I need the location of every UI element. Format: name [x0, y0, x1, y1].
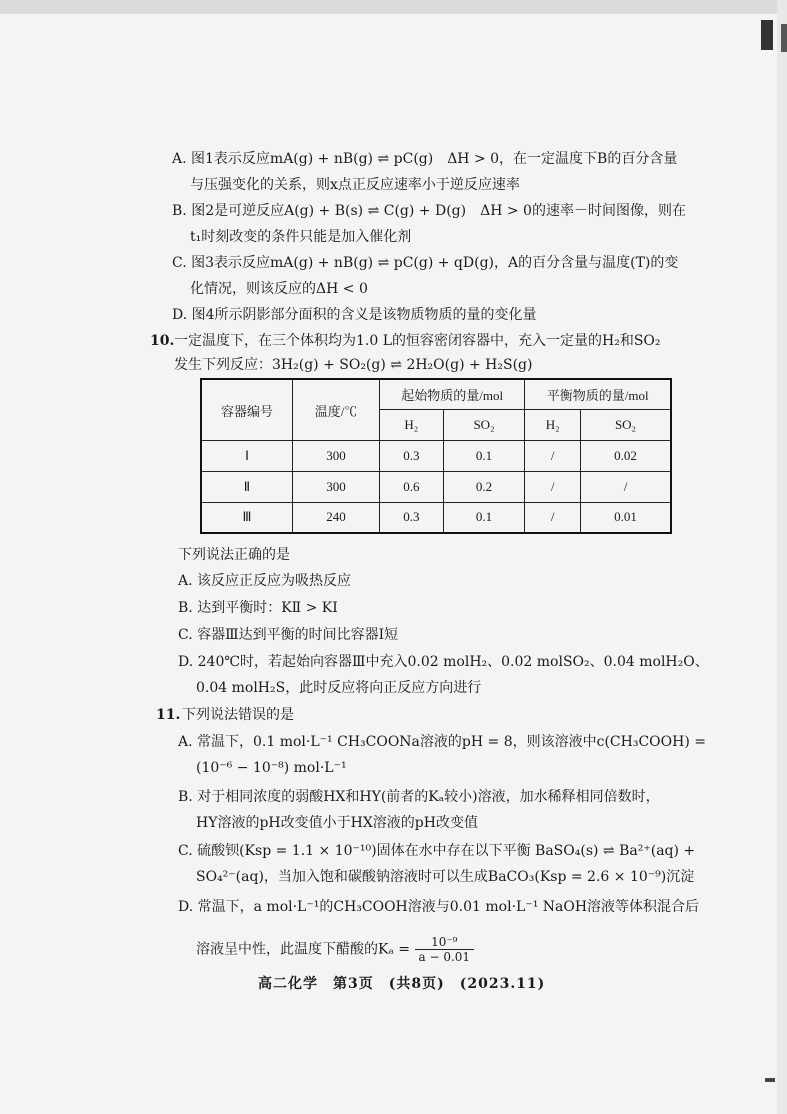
- q10-stem-line1: 一定温度下，在三个体积均为1.0 L的恒容密闭容器中，充入一定量的H₂和SO₂: [174, 333, 661, 349]
- row2-temp: 300: [293, 471, 380, 502]
- row3-h2-eq: /: [525, 502, 581, 533]
- q11-option-b-line1: B. 对于相同浓度的弱酸HX和HY(前者的Kₐ较小)溶液，加水稀释相同倍数时，: [178, 789, 660, 805]
- q10-prompt: 下列说法正确的是: [178, 547, 290, 563]
- q11-number: 11.: [156, 707, 181, 723]
- row2-so2-start: 0.2: [443, 471, 525, 502]
- q11-option-d-line1: D. 常温下，a mol·L⁻¹的CH₃COOH溶液与0.01 mol·L⁻¹ NaOH溶液等体积混合后: [178, 899, 700, 915]
- ka-numerator: 10⁻⁹: [415, 935, 475, 950]
- header-start-amount: 起始物质的量/mol: [380, 379, 525, 410]
- sub-header-so2-eq: SO₂: [581, 410, 671, 441]
- q10-option-c: C. 容器Ⅲ达到平衡的时间比容器Ⅰ短: [178, 627, 399, 643]
- q11-option-a-line2: (10⁻⁶ − 10⁻⁸) mol·L⁻¹: [196, 760, 347, 776]
- table-row: [201, 441, 671, 472]
- header-equilibrium-amount: 平衡物质的量/mol: [525, 379, 671, 410]
- q9-option-c-line2: 化情况，则该反应的ΔH < 0: [190, 281, 368, 297]
- row2-so2-eq: /: [581, 471, 671, 502]
- q10-option-a: A. 该反应正反应为吸热反应: [178, 573, 352, 589]
- ka-fraction: [415, 935, 475, 964]
- scan-speck: [765, 1078, 775, 1082]
- q11-option-b-line2: HY溶液的pH改变值小于HX溶液的pH改变值: [196, 815, 478, 831]
- scan-edge-top: [0, 0, 787, 14]
- sub-header-h2-eq: H₂: [525, 410, 581, 441]
- row1-h2-start: 0.3: [380, 441, 444, 472]
- row1-so2-eq: 0.02: [581, 441, 671, 472]
- row1-temp: 300: [293, 441, 380, 472]
- row3-h2-start: 0.3: [380, 502, 444, 533]
- q11-option-c-line2: SO₄²⁻(aq)，当加入饱和碳酸钠溶液时可以生成BaCO₃(Ksp = 2.6 × 10⁻⁹)沉淀: [196, 869, 695, 885]
- row1-id: Ⅰ: [201, 441, 293, 472]
- scan-edge-right: [777, 0, 787, 1114]
- q9-option-d: D. 图4所示阴影部分面积的含义是该物质物质的量的变化量: [172, 307, 537, 323]
- page-footer: 高二化学 第3页 (共8页) (2023.11): [258, 976, 546, 992]
- q9-option-b-line2: t₁时刻改变的条件只能是加入催化剂: [190, 229, 412, 245]
- row1-h2-eq: /: [525, 441, 581, 472]
- row3-temp: 240: [293, 502, 380, 533]
- row2-id: Ⅱ: [201, 471, 293, 502]
- table-row: [201, 471, 671, 502]
- q11-option-c-line1: C. 硫酸钡(Ksp = 1.1 × 10⁻¹⁰)固体在水中存在以下平衡 BaSO₄(s) ⇌ Ba²⁺(aq) +: [178, 843, 696, 859]
- q10-option-b: B. 达到平衡时：KⅡ > KⅠ: [178, 600, 338, 616]
- q10-stem-line2: 发生下列反应：3H₂(g) + SO₂(g) ⇌ 2H₂O(g) + H₂S(g): [174, 357, 533, 373]
- q9-option-c-line1: C. 图3表示反应mA(g) + nB(g) ⇌ pC(g) + qD(g)，A的百分含量与温度(T)的变: [172, 255, 679, 271]
- scan-corner-mark-2: [781, 24, 787, 52]
- row1-so2-start: 0.1: [443, 441, 525, 472]
- row3-id: Ⅲ: [201, 502, 293, 533]
- q11-option-a-line1: A. 常温下，0.1 mol·L⁻¹ CH₃COONa溶液的pH = 8，则该溶液中c(CH₃COOH) =: [178, 734, 706, 750]
- sub-header-h2-start: H₂: [380, 410, 444, 441]
- q9-option-a-line1: A. 图1表示反应mA(g) + nB(g) ⇌ pC(g) ΔH > 0，在一定温度下B的百分含量: [172, 151, 678, 167]
- row3-so2-start: 0.1: [443, 502, 525, 533]
- row2-h2-start: 0.6: [380, 471, 444, 502]
- q10-option-d-line2: 0.04 molH₂S，此时反应将向正反应方向进行: [196, 680, 482, 696]
- table-row: [201, 502, 671, 533]
- row3-so2-eq: 0.01: [581, 502, 671, 533]
- row2-h2-eq: /: [525, 471, 581, 502]
- header-container: 容器编号: [201, 379, 293, 441]
- ka-denominator: a − 0.01: [418, 950, 471, 964]
- q10-option-d-line1: D. 240℃时，若起始向容器Ⅲ中充入0.02 molH₂、0.02 molSO₂、0.04 molH₂O、: [178, 654, 709, 670]
- scan-corner-mark: [761, 20, 773, 50]
- q11-option-d-line2: [196, 935, 474, 964]
- q10-number: 10.: [150, 333, 175, 349]
- q9-option-a-line2: 与压强变化的关系，则x点正反应速率小于逆反应速率: [190, 177, 520, 193]
- header-temperature: 温度/℃: [293, 379, 380, 441]
- q11-stem: 下列说法错误的是: [182, 707, 294, 723]
- q9-option-b-line1: B. 图2是可逆反应A(g) + B(s) ⇌ C(g) + D(g) ΔH > 0的速率－时间图像，则在: [172, 203, 686, 219]
- q11-option-d-text: 溶液呈中性，此温度下醋酸的Kₐ =: [196, 941, 411, 958]
- q10-data-table: [200, 378, 672, 534]
- sub-header-so2-start: SO₂: [443, 410, 525, 441]
